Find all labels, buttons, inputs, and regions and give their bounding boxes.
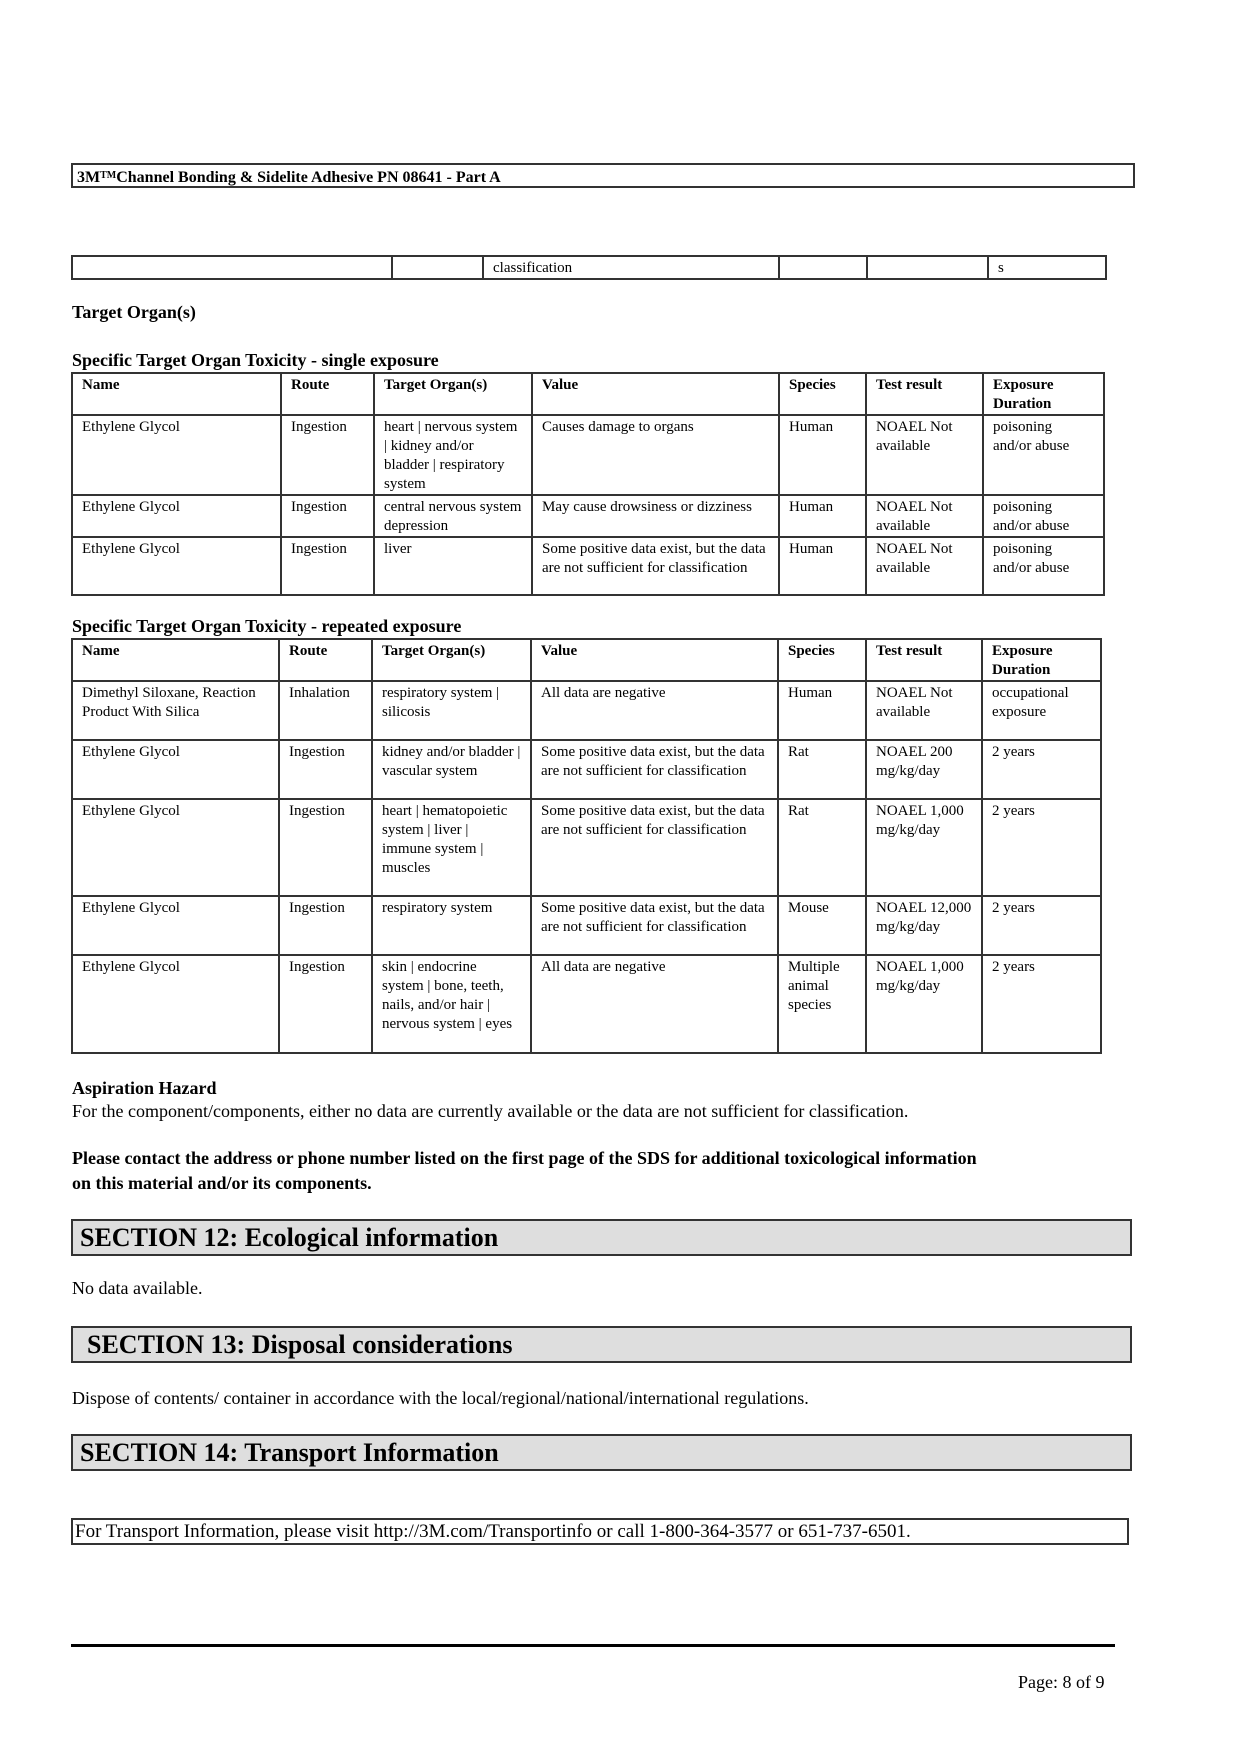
cell-name: Ethylene Glycol: [72, 896, 279, 955]
cell-name: Dimethyl Siloxane, Reaction Product With Silica: [72, 681, 279, 740]
cell-name: Ethylene Glycol: [72, 495, 281, 537]
section-14-heading: SECTION 14: Transport Information: [71, 1434, 1132, 1471]
target-organs-heading: Target Organ(s): [72, 302, 196, 322]
cell-duration: 2 years: [982, 799, 1101, 896]
transport-info-box: For Transport Information, please visit http://3M.com/Transportinfo or call 1-800-364-3577 or 651-737-6501.: [71, 1518, 1129, 1545]
table-cell: [867, 256, 988, 279]
cell-route: Ingestion: [281, 495, 374, 537]
cell-name: Ethylene Glycol: [72, 537, 281, 595]
cell-name: Ethylene Glycol: [72, 740, 279, 799]
column-header: Test result: [866, 639, 982, 681]
table-row: [72, 740, 1101, 799]
column-header: Exposure Duration: [982, 639, 1101, 681]
continued-table: [71, 255, 1107, 280]
cell-duration: poisoning and/or abuse: [983, 415, 1104, 495]
cell-value: Some positive data exist, but the data are not sufficient for classification: [531, 896, 778, 955]
column-header: Route: [279, 639, 372, 681]
table-cell: [72, 256, 392, 279]
cell-value: Some positive data exist, but the data are not sufficient for classification: [531, 740, 778, 799]
cell-species: Multiple animal species: [778, 955, 866, 1053]
table-row: [72, 955, 1101, 1053]
cell-value: Causes damage to organs: [532, 415, 779, 495]
cell-value: All data are negative: [531, 955, 778, 1053]
table-row: [72, 681, 1101, 740]
cell-value: All data are negative: [531, 681, 778, 740]
single-exposure-title: Specific Target Organ Toxicity - single exposure: [72, 350, 439, 370]
cell-species: Human: [779, 537, 866, 595]
aspiration-heading: Aspiration Hazard: [72, 1078, 217, 1098]
cell-test-result: NOAEL 12,000 mg/kg/day: [866, 896, 982, 955]
cell-duration: 2 years: [982, 740, 1101, 799]
trademark: TM: [100, 170, 117, 181]
column-header: Route: [281, 373, 374, 415]
table-row: [72, 256, 1106, 279]
cell-species: Rat: [778, 740, 866, 799]
column-header: Species: [779, 373, 866, 415]
table-row: [72, 896, 1101, 955]
cell-name: Ethylene Glycol: [72, 415, 281, 495]
aspiration-text: For the component/components, either no data are currently available or the data are not sufficient for classification.: [72, 1101, 909, 1121]
table-cell: [392, 256, 483, 279]
cell-duration: poisoning and/or abuse: [983, 537, 1104, 595]
cell-duration: occupational exposure: [982, 681, 1101, 740]
column-header: Target Organ(s): [372, 639, 531, 681]
single-exposure-table: [71, 372, 1105, 596]
cell-test-result: NOAEL Not available: [866, 495, 983, 537]
section-12-heading: SECTION 12: Ecological information: [71, 1219, 1132, 1256]
contact-note-line2: on this material and/or its components.: [72, 1173, 372, 1193]
table-cell: s: [988, 256, 1106, 279]
cell-target: heart | hematopoietic system | liver | immune system | muscles: [372, 799, 531, 896]
cell-route: Inhalation: [279, 681, 372, 740]
cell-name: Ethylene Glycol: [72, 799, 279, 896]
cell-value: Some positive data exist, but the data are not sufficient for classification: [531, 799, 778, 896]
column-header: Target Organ(s): [374, 373, 532, 415]
column-header: Species: [778, 639, 866, 681]
cell-duration: 2 years: [982, 896, 1101, 955]
cell-route: Ingestion: [281, 537, 374, 595]
column-header: Name: [72, 639, 279, 681]
cell-route: Ingestion: [279, 740, 372, 799]
column-header: Name: [72, 373, 281, 415]
table-row: [72, 415, 1104, 495]
cell-route: Ingestion: [279, 799, 372, 896]
brand: 3M: [77, 169, 101, 186]
cell-route: Ingestion: [279, 896, 372, 955]
column-header: Exposure Duration: [983, 373, 1104, 415]
cell-species: Rat: [778, 799, 866, 896]
cell-name: Ethylene Glycol: [72, 955, 279, 1053]
cell-duration: 2 years: [982, 955, 1101, 1053]
cell-species: Mouse: [778, 896, 866, 955]
column-header: Value: [532, 373, 779, 415]
cell-target: skin | endocrine system | bone, teeth, nails, and/or hair | nervous system | eyes: [372, 955, 531, 1053]
table-row: [72, 537, 1104, 595]
cell-target: respiratory system | silicosis: [372, 681, 531, 740]
cell-test-result: NOAEL Not available: [866, 537, 983, 595]
cell-test-result: NOAEL 1,000 mg/kg/day: [866, 955, 982, 1053]
table-row: [72, 799, 1101, 896]
table-header-row: [72, 639, 1101, 681]
contact-note-line1: Please contact the address or phone number listed on the first page of the SDS for additional toxicological information: [72, 1148, 977, 1168]
cell-test-result: NOAEL 200 mg/kg/day: [866, 740, 982, 799]
cell-target: respiratory system: [372, 896, 531, 955]
cell-test-result: NOAEL 1,000 mg/kg/day: [866, 799, 982, 896]
document-header: [71, 163, 1135, 188]
cell-species: Human: [778, 681, 866, 740]
cell-test-result: NOAEL Not available: [866, 415, 983, 495]
cell-target: heart | nervous system | kidney and/or bladder | respiratory system: [374, 415, 532, 495]
cell-value: May cause drowsiness or dizziness: [532, 495, 779, 537]
table-cell: classification: [483, 256, 779, 279]
cell-test-result: NOAEL Not available: [866, 681, 982, 740]
section-13-heading: SECTION 13: Disposal considerations: [71, 1326, 1132, 1363]
cell-target: kidney and/or bladder | vascular system: [372, 740, 531, 799]
cell-route: Ingestion: [279, 955, 372, 1053]
table-header-row: [72, 373, 1104, 415]
cell-species: Human: [779, 495, 866, 537]
section-13-text: Dispose of contents/ container in accordance with the local/regional/national/international regulations.: [72, 1388, 809, 1408]
table-cell: [779, 256, 867, 279]
repeated-exposure-table: [71, 638, 1102, 1054]
cell-species: Human: [779, 415, 866, 495]
cell-duration: poisoning and/or abuse: [983, 495, 1104, 537]
page-number: Page: 8 of 9: [1018, 1672, 1105, 1692]
product-title: Channel Bonding & Sidelite Adhesive PN 08641 - Part A: [116, 169, 501, 186]
column-header: Value: [531, 639, 778, 681]
table-row: [72, 495, 1104, 537]
section-12-text: No data available.: [72, 1278, 203, 1298]
column-header: Test result: [866, 373, 983, 415]
cell-target: liver: [374, 537, 532, 595]
cell-target: central nervous system depression: [374, 495, 532, 537]
cell-value: Some positive data exist, but the data are not sufficient for classification: [532, 537, 779, 595]
footer-divider: [71, 1644, 1115, 1647]
cell-route: Ingestion: [281, 415, 374, 495]
repeated-exposure-title: Specific Target Organ Toxicity - repeated exposure: [72, 616, 462, 636]
